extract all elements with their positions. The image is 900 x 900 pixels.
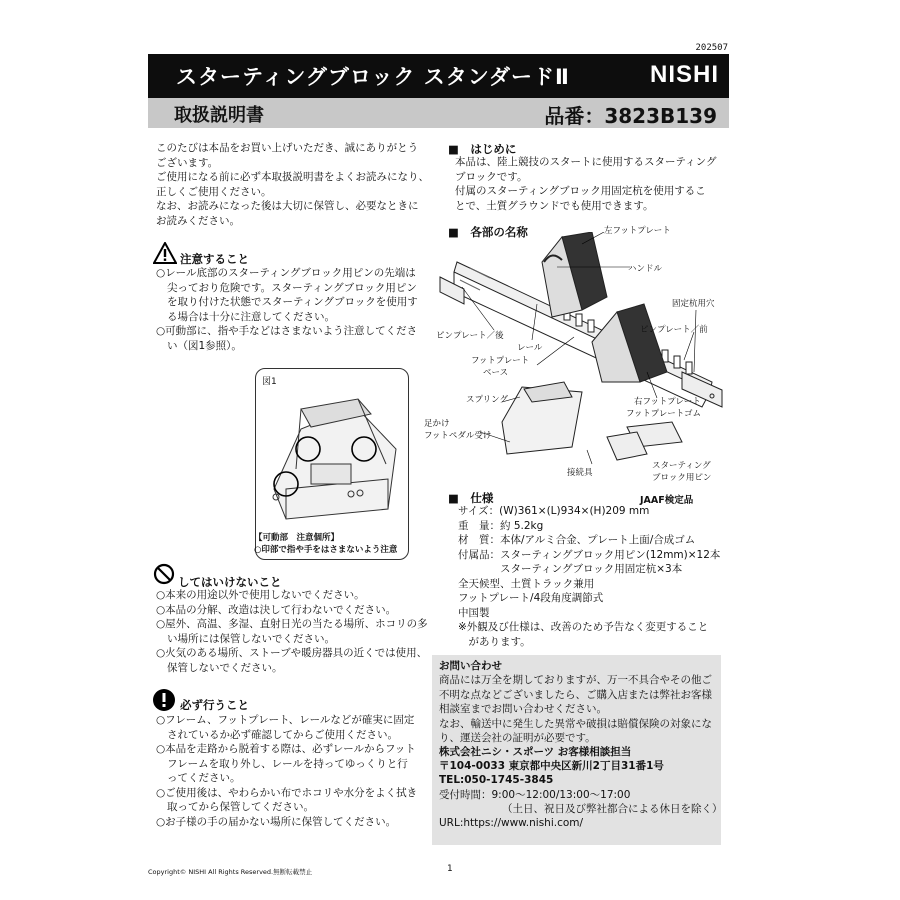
title-bar: [148, 54, 729, 98]
label-connector: 接続具: [567, 468, 593, 478]
figure-1-drawing: [256, 369, 408, 529]
figure-1-label: 図1: [262, 377, 277, 387]
product-number: 品番：3823B139: [544, 104, 717, 128]
contact-url[interactable]: URL:https://www.nishi.com/: [439, 817, 584, 829]
label-rail: レール: [517, 343, 543, 353]
label-foot-pedal: 足かけ フットペダル受け: [424, 419, 492, 441]
parts-heading: ■ 各部の名称: [448, 225, 528, 239]
prohibited-list: ○本来の用途以外で使用しないでください。 ○本品の分解、改造は決して行わないでください。 ○屋外、高温、多湿、直射日光の当たる場所、ホコリの多い場所には保管しないでください。 ○火気のある場所、ストーブや暖房器具の近くでは使用、保管しないでください。: [156, 589, 428, 674]
product-title: スターティングブロック スタンダードⅡ: [176, 65, 570, 89]
label-footplate-base: フットプレート ベース: [471, 356, 530, 378]
copyright: Copyright© NISHI All Rights Reserved.無断転載禁止: [148, 868, 313, 876]
contact-heading: お問い合わせ: [439, 660, 502, 672]
contact-tel: TEL:050-1745-3845: [439, 774, 554, 786]
mandatory-list: ○フレーム、フットプレート、レールなどが確実に固定されているか必ず確認してからご使用ください。 ○本品を走路から脱着する際は、必ずレールからフットフレームを取り外し、レールを持ってゆっくりと行ってください。 ○ご使用後は、やわらかい布でホコリや水分をよく拭き取ってから保管してください。 ○お子様の手の届かない場所に保管してください。: [156, 714, 418, 828]
brand-logo: NISHI: [649, 61, 719, 88]
caution-heading: 注意すること: [180, 252, 249, 266]
intro-section-text: 本品は、陸上競技のスタートに使用するスターティング ブロックです。 付属のスターティングブロック用固定杭を使用するこ とで、土質グラウンドでも使用できます。: [455, 156, 717, 212]
document-code: 202507: [695, 43, 728, 53]
intro-text: このたびは本品をお買い上げいただき、誠にありがとう ございます。 ご使用になる前に必ず本取扱説明書をよくお読みになり、 正しくご使用ください。 なお、お読みになった後は大切に保管し、必要なときに お読みください。: [156, 142, 429, 227]
prohibited-icon: [153, 563, 175, 585]
exclamation-circle-icon: [152, 688, 176, 712]
label-right-footplate: 右フットプレート フットプレートゴム: [626, 397, 701, 419]
spec-list: サイズ：(W)361×(L)934×(H)209 mm 重 量：約 5.2kg 材 質：本体/アルミ合金、プレート上面/合成ゴム 付属品：スターティングブロック用ピン(12mm)×12本 スターティングブロック用固定杭×3本 全天候型、土質トラック兼用 フットプレート/4段角度調節式 中国製 ※外観及び仕様は、改善のため予告なく変更すること があります。: [458, 505, 721, 648]
contact-address: 〒104-0033 東京都中央区新川2丁目31番1号: [439, 760, 664, 772]
subtitle-bar: [148, 98, 729, 128]
manual-subtitle: 取扱説明書: [174, 105, 264, 126]
label-pin-plate-rear: ピンプレート／後: [436, 331, 504, 341]
warning-triangle-icon: [153, 242, 177, 264]
label-stake-hole: 固定杭用穴: [672, 299, 715, 309]
contact-hours: 受付時間：9:00～12:00/13:00～17:00: [439, 789, 631, 801]
figure-1-caption: 【可動部 注意個所】 ○印部で指や手をはさまないよう注意: [254, 533, 398, 555]
label-handle: ハンドル: [628, 264, 663, 274]
intro-section-heading: ■ はじめに: [448, 142, 517, 156]
prohibited-heading: してはいけないこと: [178, 575, 282, 589]
label-pin-plate-front: ピンプレート／前: [640, 325, 708, 335]
contact-box: [432, 655, 721, 845]
label-spring: スプリング: [466, 395, 508, 405]
caution-list: ○レール底部のスターティングブロック用ピンの先端は尖っており危険です。スターティングブロック用ピンを取り付けた状態でスターティングブロックを使用する場合は十分に注意してください。 ○可動部に、指や手などはさまないよう注意してください（図1参照）。: [156, 267, 418, 352]
mandatory-heading: 必ず行うこと: [180, 698, 249, 712]
page-number: 1: [447, 864, 453, 874]
contact-company: 株式会社ニシ・スポーツ お客様相談担当: [439, 746, 632, 758]
contact-hours-note: （土日、祝日及び弊社都合による休日を除く）: [502, 803, 723, 815]
jaaf-badge: JAAF検定品: [640, 495, 694, 506]
spec-heading: ■ 仕様: [448, 491, 494, 505]
contact-body: 商品には万全を期しておりますが、万一不具合やその他ご 不明な点などございましたら、ご購入店または弊社お客様 相談室までお問い合わせください。 なお、輸送中に発生した異常や破損は賠償保険の対象にな り、運送会社の証明が必要です。: [439, 674, 712, 744]
label-starting-block-pin: スターティング ブロック用ピン: [652, 461, 712, 483]
label-left-footplate: 左フットプレート: [604, 226, 671, 236]
